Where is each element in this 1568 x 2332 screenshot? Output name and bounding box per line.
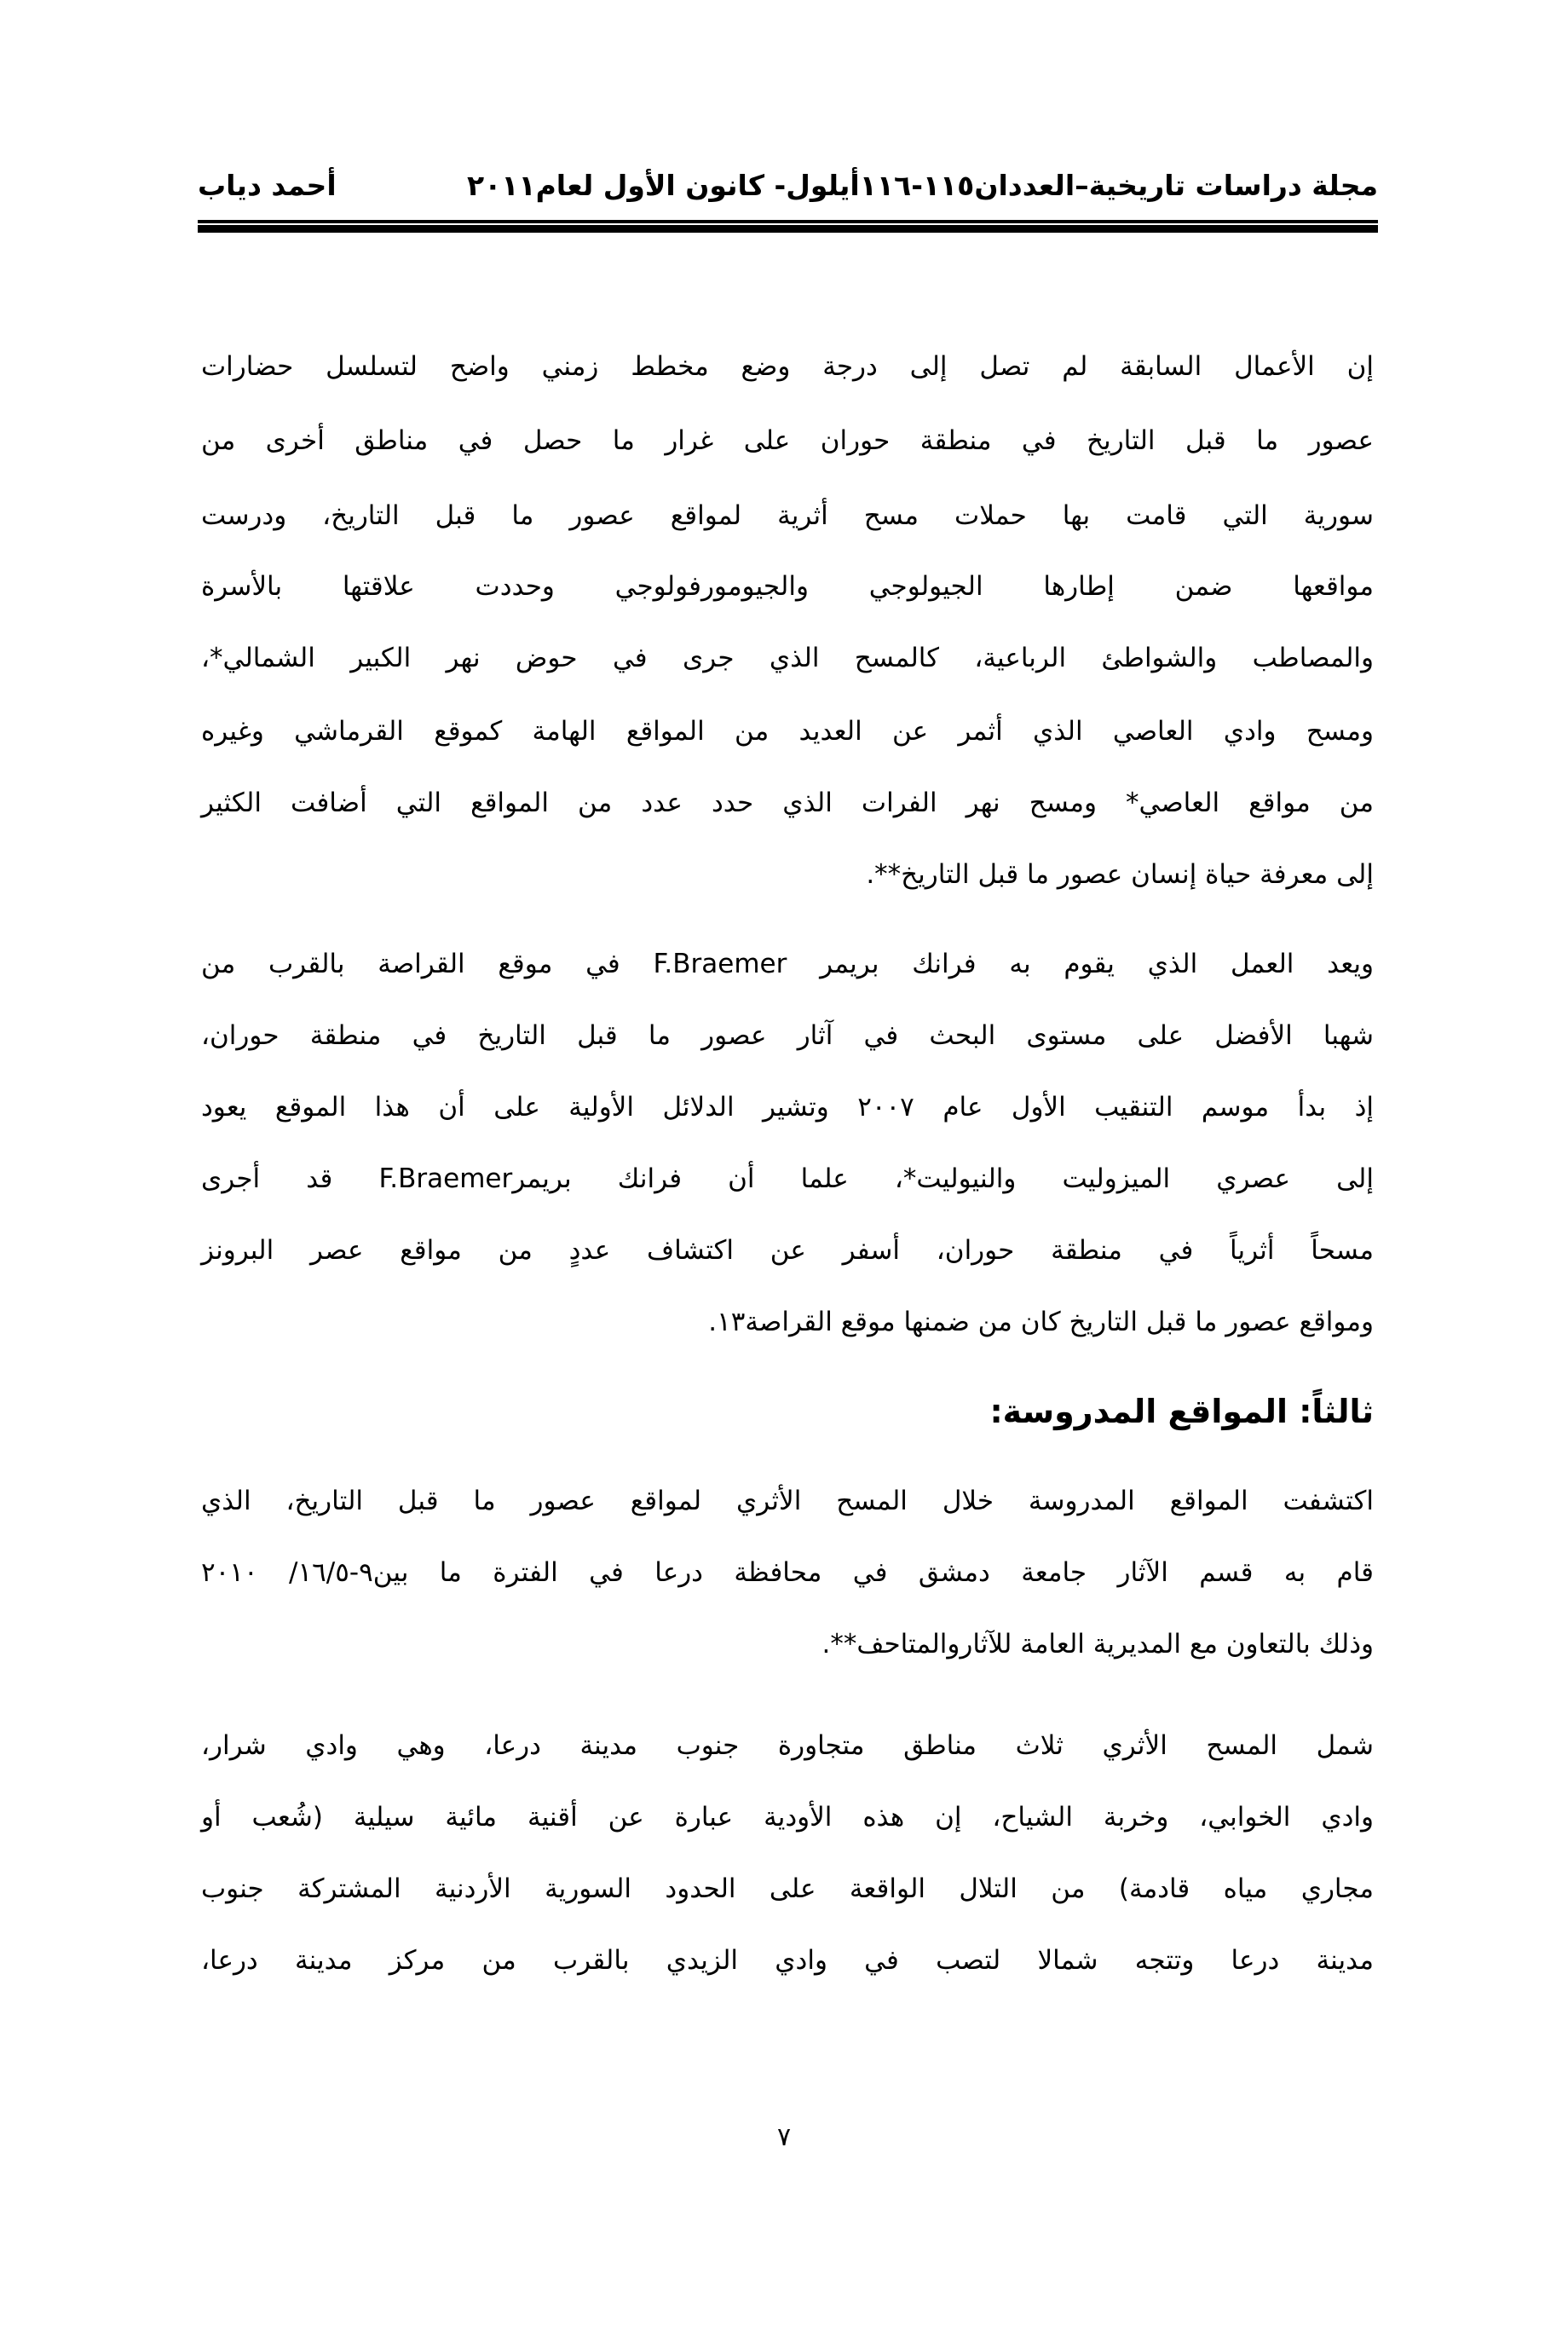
text-line: ومسح وادي العاصي الذي أثمر عن العديد من المواقع الهامة كموقع القرماشي وغيره [201, 716, 1374, 747]
text-line: مواقعها ضمن إطارها الجيولوجي والجيومورفولوجي وحددت علاقتها بالأسرة [201, 571, 1374, 602]
text-line: مجاري مياه قادمة) من التلال الواقعة على الحدود السورية الأردنية المشتركة جنوب [201, 1873, 1374, 1904]
text-line: إلى عصري الميزوليت والنيوليت*، علما أن فرانك بريمرF.Braemer قد أجرى [201, 1163, 1374, 1194]
text-line: من مواقع العاصي* ومسح نهر الفرات الذي حدد عدد من المواقع التي أضافت الكثير [201, 788, 1374, 818]
text-line: والمصاطب والشواطئ الرباعية، كالمسح الذي جرى في حوض نهر الكبير الشمالي*، [201, 643, 1374, 673]
author-name: أحمد دياب [198, 169, 337, 202]
text-line: إن الأعمال السابقة لم تصل إلى درجة وضع مخطط زمني واضح لتسلسل حضارات [201, 351, 1374, 382]
text-line: شمل المسح الأثري ثلاث مناطق متجاورة جنوب مدينة درعا، وهي وادي شرار، [201, 1730, 1374, 1761]
text-line: مسحاً أثرياً في منطقة حوران، أسفر عن اكتشاف عددٍ من مواقع عصر البرونز [201, 1235, 1374, 1266]
journal-title: مجلة دراسات تاريخية–العددان١١٥-١١٦أيلول- كانون الأول لعام٢٠١١ [467, 169, 1378, 202]
text-line: وادي الخوابي، وخربة الشياح، إن هذه الأودية عبارة عن أقنية مائية سيلية (شُعب أو [201, 1802, 1374, 1833]
text-line: وذلك بالتعاون مع المديرية العامة للآثاروالمتاحف**. [821, 1629, 1374, 1660]
text-line: إذ بدأ موسم التنقيب الأول عام ٢٠٠٧ وتشير الدلائل الأولية على أن هذا الموقع يعود [201, 1092, 1375, 1123]
header-rule-thick [198, 225, 1378, 233]
text-line: عصور ما قبل التاريخ في منطقة حوران على غرار ما حصل في مناطق أخرى من [201, 425, 1374, 456]
text-line: مدينة درعا وتتجه شمالا لتصب في وادي الزيدي بالقرب من مركز مدينة درعا، [201, 1945, 1374, 1976]
text-line: سورية التي قامت بها حملات مسح أثرية لمواقع عصور ما قبل التاريخ، ودرست [201, 500, 1374, 531]
header-rule-thin [198, 220, 1378, 223]
section-heading: ثالثاً: المواقع المدروسة: [989, 1393, 1374, 1430]
page-number: ٧ [776, 2122, 792, 2152]
text-line: إلى معرفة حياة إنسان عصور ما قبل التاريخ**. [866, 859, 1374, 890]
running-header [198, 169, 1378, 211]
text-line: شهبا الأفضل على مستوى البحث في آثار عصور ما قبل التاريخ في منطقة حوران، [201, 1020, 1374, 1051]
text-line: ويعد العمل الذي يقوم به فرانك بريمر F.Braemer في موقع القراصة بالقرب من [201, 949, 1374, 979]
text-line: ومواقع عصور ما قبل التاريخ كان من ضمنها موقع القراصة١٣. [708, 1307, 1374, 1337]
text-line: اكتشفت المواقع المدروسة خلال المسح الأثري لمواقع عصور ما قبل التاريخ، الذي [201, 1486, 1374, 1516]
text-line: قام به قسم الآثار جامعة دمشق في محافظة درعا في الفترة ما بين٩-١٦/٥/ ٢٠١٠ [201, 1557, 1374, 1588]
